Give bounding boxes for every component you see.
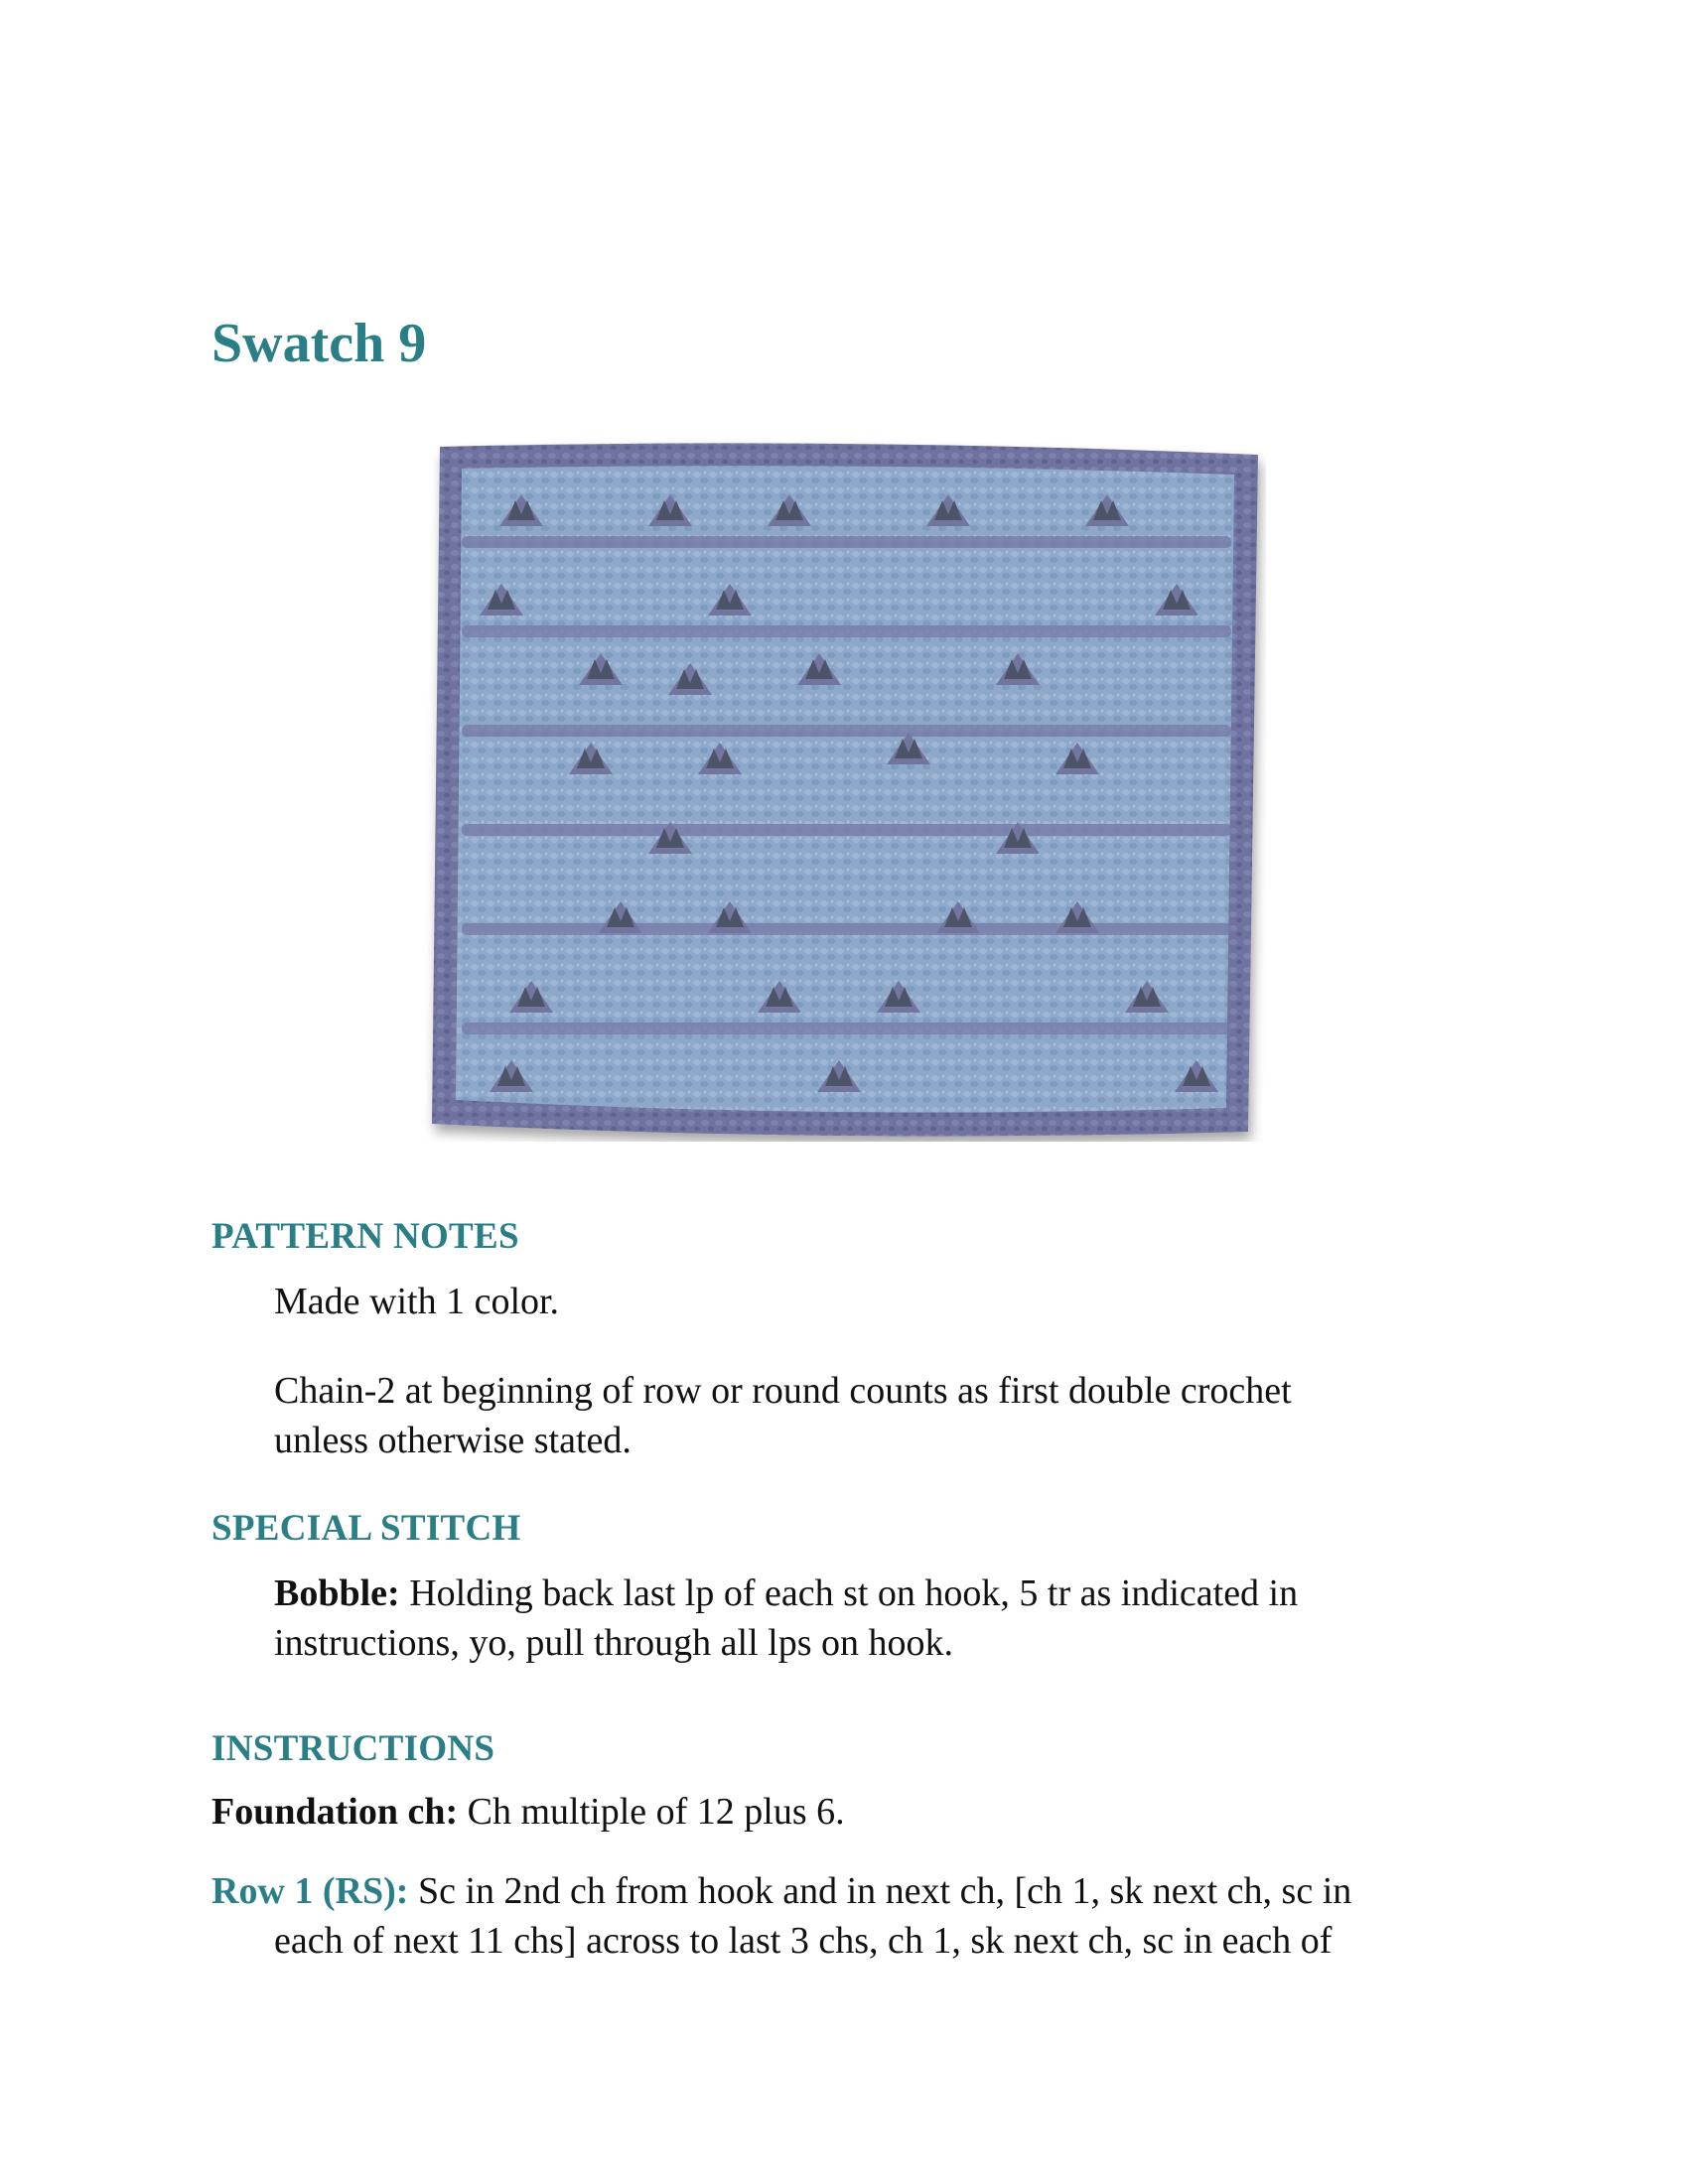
row1-label: Row 1 (RS): (211, 1870, 409, 1912)
foundation-text: Ch multiple of 12 plus 6. (458, 1791, 845, 1833)
page-title: Swatch 9 (211, 313, 427, 374)
foundation-label: Foundation ch: (211, 1791, 459, 1833)
bobble-definition-line1 (211, 1569, 1502, 1618)
row1-text-line2: each of next 11 chs] across to last 3 chs, ch 1, sk next ch, sc in each of (274, 1920, 1333, 1962)
row1-text-line1: Sc in 2nd ch from hook and in next ch, [ch 1, sk next ch, sc in (408, 1870, 1352, 1912)
pattern-notes-heading: PATTERN NOTES (211, 1216, 519, 1257)
bobble-text-line1: Holding back last lp of each st on hook, 5 tr as indicated in (399, 1572, 1299, 1614)
special-stitch-heading: SPECIAL STITCH (211, 1508, 521, 1549)
special-stitch-section (211, 1510, 1502, 1668)
crochet-swatch-photo (422, 437, 1266, 1142)
pattern-note-chain-line2: unless otherwise stated. (274, 1420, 632, 1461)
bobble-text-line2: instructions, yo, pull through all lps on hook. (274, 1622, 953, 1664)
instructions-heading: INSTRUCTIONS (211, 1728, 495, 1769)
row1-line1 (211, 1866, 1502, 1916)
pattern-note-color: Made with 1 color. (274, 1281, 560, 1322)
foundation-chain (211, 1787, 1502, 1837)
pattern-notes-section (211, 1218, 1502, 1465)
instructions-section (211, 1730, 1502, 1966)
bobble-term: Bobble: (274, 1572, 400, 1614)
pattern-note-chain-line1: Chain-2 at beginning of row or round counts as first double crochet (274, 1370, 1292, 1412)
